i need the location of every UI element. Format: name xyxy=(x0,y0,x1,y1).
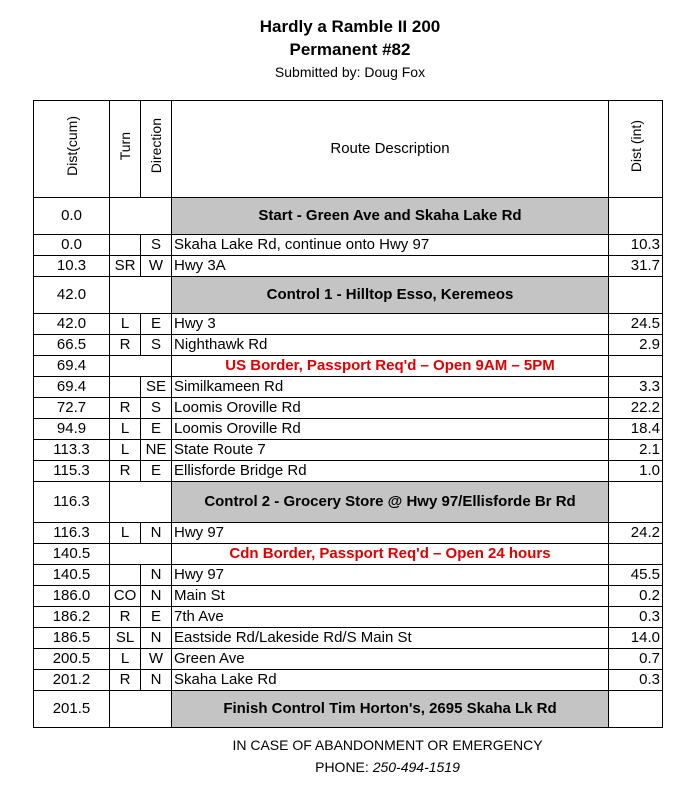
cell-direction: SE xyxy=(141,377,172,398)
cell-turn: R xyxy=(110,335,141,356)
cell-route-description: Green Ave xyxy=(172,649,609,670)
cell-route-description: Ellisforde Bridge Rd xyxy=(172,461,609,482)
cell-turn-direction xyxy=(110,482,172,523)
cell-turn-direction xyxy=(110,277,172,314)
cell-turn xyxy=(110,565,141,586)
submitted-by: Submitted by: Doug Fox xyxy=(274,64,426,80)
cell-route-description: 7th Ave xyxy=(172,607,609,628)
header-route-description: Route Description xyxy=(172,101,609,198)
cell-dist-cum: 69.4 xyxy=(34,377,110,398)
cell-dist-int: 0.3 xyxy=(609,670,663,691)
control-row xyxy=(34,277,663,314)
cell-route-description: Loomis Oroville Rd xyxy=(172,419,609,440)
cell-dist-cum: 115.3 xyxy=(34,461,110,482)
cell-dist-int: 0.3 xyxy=(609,607,663,628)
emergency-phone xyxy=(0,759,700,775)
table-row xyxy=(34,628,663,649)
cell-direction: N xyxy=(141,628,172,649)
cell-route-description: State Route 7 xyxy=(172,440,609,461)
table-row xyxy=(34,335,663,356)
cell-dist-cum: 72.7 xyxy=(34,398,110,419)
cell-direction: N xyxy=(141,586,172,607)
cell-turn: L xyxy=(110,419,141,440)
table-row xyxy=(34,377,663,398)
cell-direction: E xyxy=(141,607,172,628)
cell-turn: R xyxy=(110,398,141,419)
cell-direction: S xyxy=(141,235,172,256)
cell-dist-cum: 200.5 xyxy=(34,649,110,670)
cell-route-description: Hwy 97 xyxy=(172,565,609,586)
border-notice: US Border, Passport Req'd – Open 9AM – 5PM xyxy=(172,356,609,377)
permanent-number: Permanent #82 xyxy=(289,40,411,59)
cell-turn: R xyxy=(110,670,141,691)
cell-direction: E xyxy=(141,314,172,335)
cell-dist-int xyxy=(609,691,663,728)
cell-turn-direction xyxy=(110,691,172,728)
cell-turn: L xyxy=(110,314,141,335)
phone-label: PHONE: xyxy=(315,759,373,775)
cell-dist-cum: 42.0 xyxy=(34,314,110,335)
cell-turn-direction xyxy=(110,544,172,565)
table-row xyxy=(34,607,663,628)
cell-turn: SL xyxy=(110,628,141,649)
document-title: Hardly a Ramble II 200 xyxy=(259,17,441,36)
table-row xyxy=(34,649,663,670)
cell-dist-cum: 186.0 xyxy=(34,586,110,607)
control-row xyxy=(34,482,663,523)
border-notice: Cdn Border, Passport Req'd – Open 24 hours xyxy=(172,544,609,565)
cell-dist-int: 14.0 xyxy=(609,628,663,649)
cell-turn: L xyxy=(110,649,141,670)
cell-dist-int: 18.4 xyxy=(609,419,663,440)
cell-dist-cum: 116.3 xyxy=(34,523,110,544)
cell-dist-int xyxy=(609,482,663,523)
cell-route-description: Skaha Lake Rd, continue onto Hwy 97 xyxy=(172,235,609,256)
table-row xyxy=(34,523,663,544)
cell-direction: E xyxy=(141,419,172,440)
table-row xyxy=(34,586,663,607)
table-row xyxy=(34,670,663,691)
cell-route-description: Hwy 3 xyxy=(172,314,609,335)
cell-route-description: Loomis Oroville Rd xyxy=(172,398,609,419)
cell-dist-int xyxy=(609,356,663,377)
warning-row xyxy=(34,544,663,565)
control-description: Control 1 - Hilltop Esso, Keremeos xyxy=(172,277,609,314)
warning-row xyxy=(34,356,663,377)
cell-dist-int: 0.7 xyxy=(609,649,663,670)
cell-dist-int: 2.9 xyxy=(609,335,663,356)
table-row xyxy=(34,565,663,586)
cell-dist-cum: 42.0 xyxy=(34,277,110,314)
cell-route-description: Hwy 97 xyxy=(172,523,609,544)
cell-dist-int xyxy=(609,277,663,314)
cell-direction: S xyxy=(141,335,172,356)
cell-turn: CO xyxy=(110,586,141,607)
cell-turn-direction xyxy=(110,198,172,235)
cell-turn: R xyxy=(110,607,141,628)
cell-dist-int: 2.1 xyxy=(609,440,663,461)
cell-direction: N xyxy=(141,565,172,586)
cell-dist-cum: 0.0 xyxy=(34,198,110,235)
cell-direction: N xyxy=(141,523,172,544)
header-dist-int: Dist (int) xyxy=(609,101,663,198)
header-turn: Turn xyxy=(110,101,141,198)
cell-dist-cum: 186.5 xyxy=(34,628,110,649)
table-row xyxy=(34,398,663,419)
table-row xyxy=(34,314,663,335)
cell-dist-int: 3.3 xyxy=(609,377,663,398)
route-sheet-table xyxy=(33,100,663,728)
table-row xyxy=(34,461,663,482)
cell-dist-cum: 66.5 xyxy=(34,335,110,356)
cell-dist-cum: 69.4 xyxy=(34,356,110,377)
control-description: Control 2 - Grocery Store @ Hwy 97/Ellisforde Br Rd xyxy=(172,482,609,523)
cell-dist-int: 45.5 xyxy=(609,565,663,586)
cell-turn: R xyxy=(110,461,141,482)
cell-dist-int xyxy=(609,198,663,235)
table-row xyxy=(34,419,663,440)
cell-direction: N xyxy=(141,670,172,691)
cell-turn: L xyxy=(110,523,141,544)
cell-dist-int xyxy=(609,544,663,565)
control-row xyxy=(34,198,663,235)
cell-turn-direction xyxy=(110,356,172,377)
cell-direction: NE xyxy=(141,440,172,461)
control-description: Finish Control Tim Horton's, 2695 Skaha Lk Rd xyxy=(172,691,609,728)
cell-route-description: Similkameen Rd xyxy=(172,377,609,398)
cell-route-description: Skaha Lake Rd xyxy=(172,670,609,691)
cell-dist-int: 10.3 xyxy=(609,235,663,256)
cell-direction: S xyxy=(141,398,172,419)
header-dist-cum: Dist(cum) xyxy=(34,101,110,198)
cell-dist-cum: 140.5 xyxy=(34,565,110,586)
cell-dist-cum: 116.3 xyxy=(34,482,110,523)
emergency-notice: IN CASE OF ABANDONMENT OR EMERGENCY xyxy=(232,737,543,753)
cell-dist-cum: 94.9 xyxy=(34,419,110,440)
cell-dist-int: 24.5 xyxy=(609,314,663,335)
cell-dist-int: 24.2 xyxy=(609,523,663,544)
table-row xyxy=(34,440,663,461)
table-header-row xyxy=(34,101,663,198)
cell-route-description: Hwy 3A xyxy=(172,256,609,277)
cell-dist-int: 0.2 xyxy=(609,586,663,607)
cell-direction: E xyxy=(141,461,172,482)
cell-turn xyxy=(110,235,141,256)
cell-turn: SR xyxy=(110,256,141,277)
control-row xyxy=(34,691,663,728)
table-row xyxy=(34,256,663,277)
cell-route-description: Main St xyxy=(172,586,609,607)
cell-dist-int: 1.0 xyxy=(609,461,663,482)
cell-dist-cum: 201.2 xyxy=(34,670,110,691)
cell-route-description: Nighthawk Rd xyxy=(172,335,609,356)
cell-dist-cum: 140.5 xyxy=(34,544,110,565)
control-description: Start - Green Ave and Skaha Lake Rd xyxy=(172,198,609,235)
phone-number: 250-494-1519 xyxy=(372,759,460,775)
cell-dist-cum: 0.0 xyxy=(34,235,110,256)
cell-dist-int: 22.2 xyxy=(609,398,663,419)
cell-dist-cum: 201.5 xyxy=(34,691,110,728)
table-row xyxy=(34,235,663,256)
cell-dist-cum: 186.2 xyxy=(34,607,110,628)
cell-turn: L xyxy=(110,440,141,461)
cell-turn xyxy=(110,377,141,398)
cell-direction: W xyxy=(141,649,172,670)
cell-dist-int: 31.7 xyxy=(609,256,663,277)
cell-dist-cum: 10.3 xyxy=(34,256,110,277)
cell-dist-cum: 113.3 xyxy=(34,440,110,461)
cell-direction: W xyxy=(141,256,172,277)
cell-route-description: Eastside Rd/Lakeside Rd/S Main St xyxy=(172,628,609,649)
header-direction: Direction xyxy=(141,101,172,198)
